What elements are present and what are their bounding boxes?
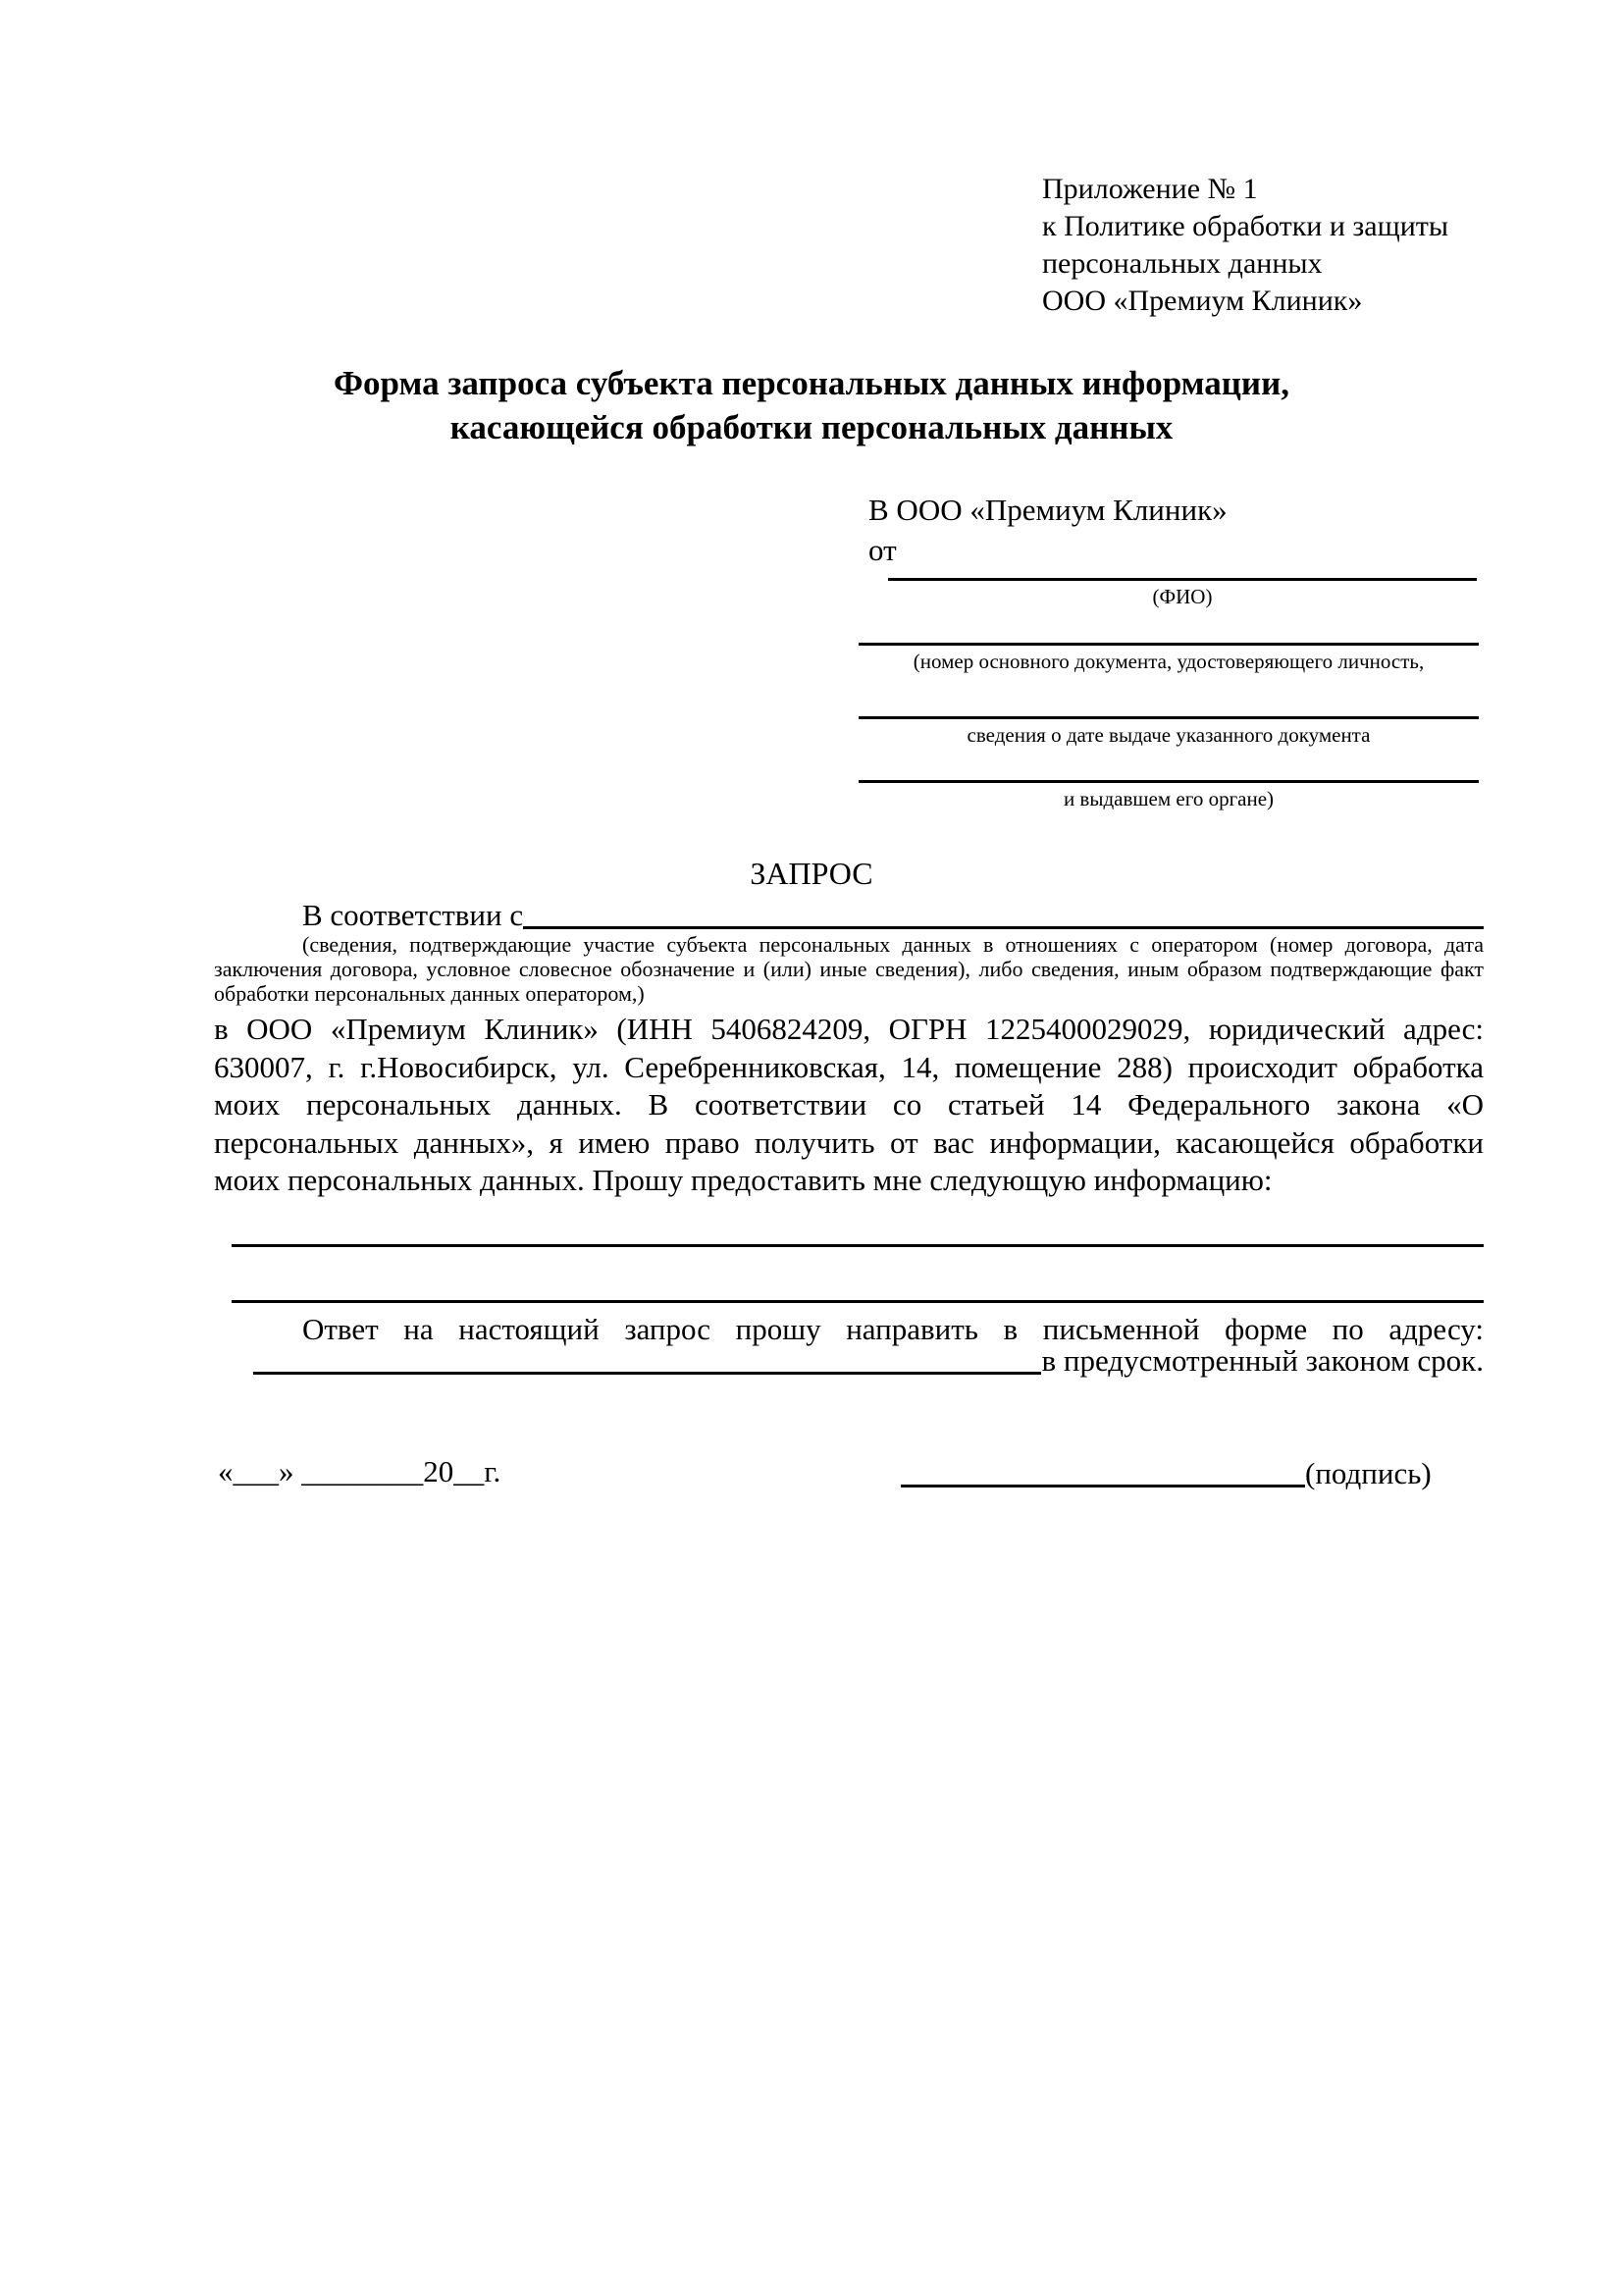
address-blank-line — [253, 1372, 1041, 1375]
document-title-line-1: Форма запроса субъекта персональных данных информации, — [333, 364, 1290, 402]
accordance-label: В соответствии с — [302, 898, 524, 932]
document-title-line-2: касающейся обработки персональных данных — [449, 408, 1174, 446]
issue-date-blank-line — [859, 716, 1479, 719]
information-blank-line-2 — [232, 1300, 1484, 1303]
appendix-header-line: Приложение № 1 — [1042, 173, 1258, 205]
request-body-line: в ООО «Премиум Клиник» (ИНН 5406824209, ОГРН 1225400029029, юридический адрес: — [214, 1012, 1484, 1046]
issuing-authority-caption: и выдавшем его органе) — [1063, 787, 1275, 810]
response-line-2-text: в предусмотренный законом срок. — [1041, 1343, 1484, 1378]
accordance-blank-line — [523, 926, 1484, 929]
appendix-header-line: ООО «Премиум Клиник» — [1042, 285, 1363, 317]
appendix-header — [1042, 171, 1448, 320]
request-body-line: моих персональных данных. Прошу предоставить мне следующую информацию: — [214, 1163, 1273, 1197]
signature-blank-line — [901, 1485, 1305, 1487]
request-body-line: 630007, г. г.Новосибирск, ул. Серебренниковская, 14, помещение 288) происходит обработка — [214, 1049, 1484, 1084]
fine-print-line: обработки персональных данных оператором,) — [214, 981, 645, 1006]
document-title — [0, 361, 1623, 449]
request-body-line: моих персональных данных. В соответствии со статьей 14 Федерального закона «О — [214, 1087, 1484, 1122]
fine-print — [214, 932, 1484, 1006]
date-blank: «___» ________20__г. — [218, 1454, 501, 1488]
document-number-blank-line — [859, 643, 1479, 646]
issuing-authority-blank-line — [859, 780, 1479, 783]
request-heading: ЗАПРОС — [750, 856, 873, 891]
fio-blank-line — [888, 578, 1477, 581]
document-number-caption: (номер основного документа, удостоверяющего личность, — [913, 650, 1425, 673]
addressee-from-label: от — [868, 533, 897, 567]
fine-print-line: заключения договора, условное словесное обозначение и (или) иные сведения), либо сведения, иным образом подтверждающие факт — [214, 957, 1484, 981]
request-body-line: персональных данных», я имею право получить от вас информации, касающейся обработки — [214, 1124, 1484, 1160]
accordance-row — [214, 898, 1484, 933]
signature-row — [901, 1452, 1484, 1491]
response-line-2 — [214, 1341, 1484, 1379]
request-body — [214, 1011, 1484, 1200]
signature-caption: (подпись) — [1305, 1456, 1432, 1490]
appendix-header-line: персональных данных — [1042, 247, 1323, 280]
fio-caption: (ФИО) — [1152, 585, 1213, 608]
information-blank-line-1 — [232, 1244, 1484, 1247]
fine-print-line: (сведения, подтверждающие участие субъекта персональных данных в отношениях с оператором (номер договора, дата — [302, 932, 1484, 957]
addressee-to-line: В ООО «Премиум Клиник» — [868, 493, 1228, 527]
response-line-1: Ответ на настоящий запрос прошу направить в письменной форме по адресу: — [302, 1312, 1484, 1346]
issue-date-caption: сведения о дате выдаче указанного документа — [967, 723, 1371, 747]
appendix-header-line: к Политике обработки и защиты — [1042, 210, 1449, 242]
